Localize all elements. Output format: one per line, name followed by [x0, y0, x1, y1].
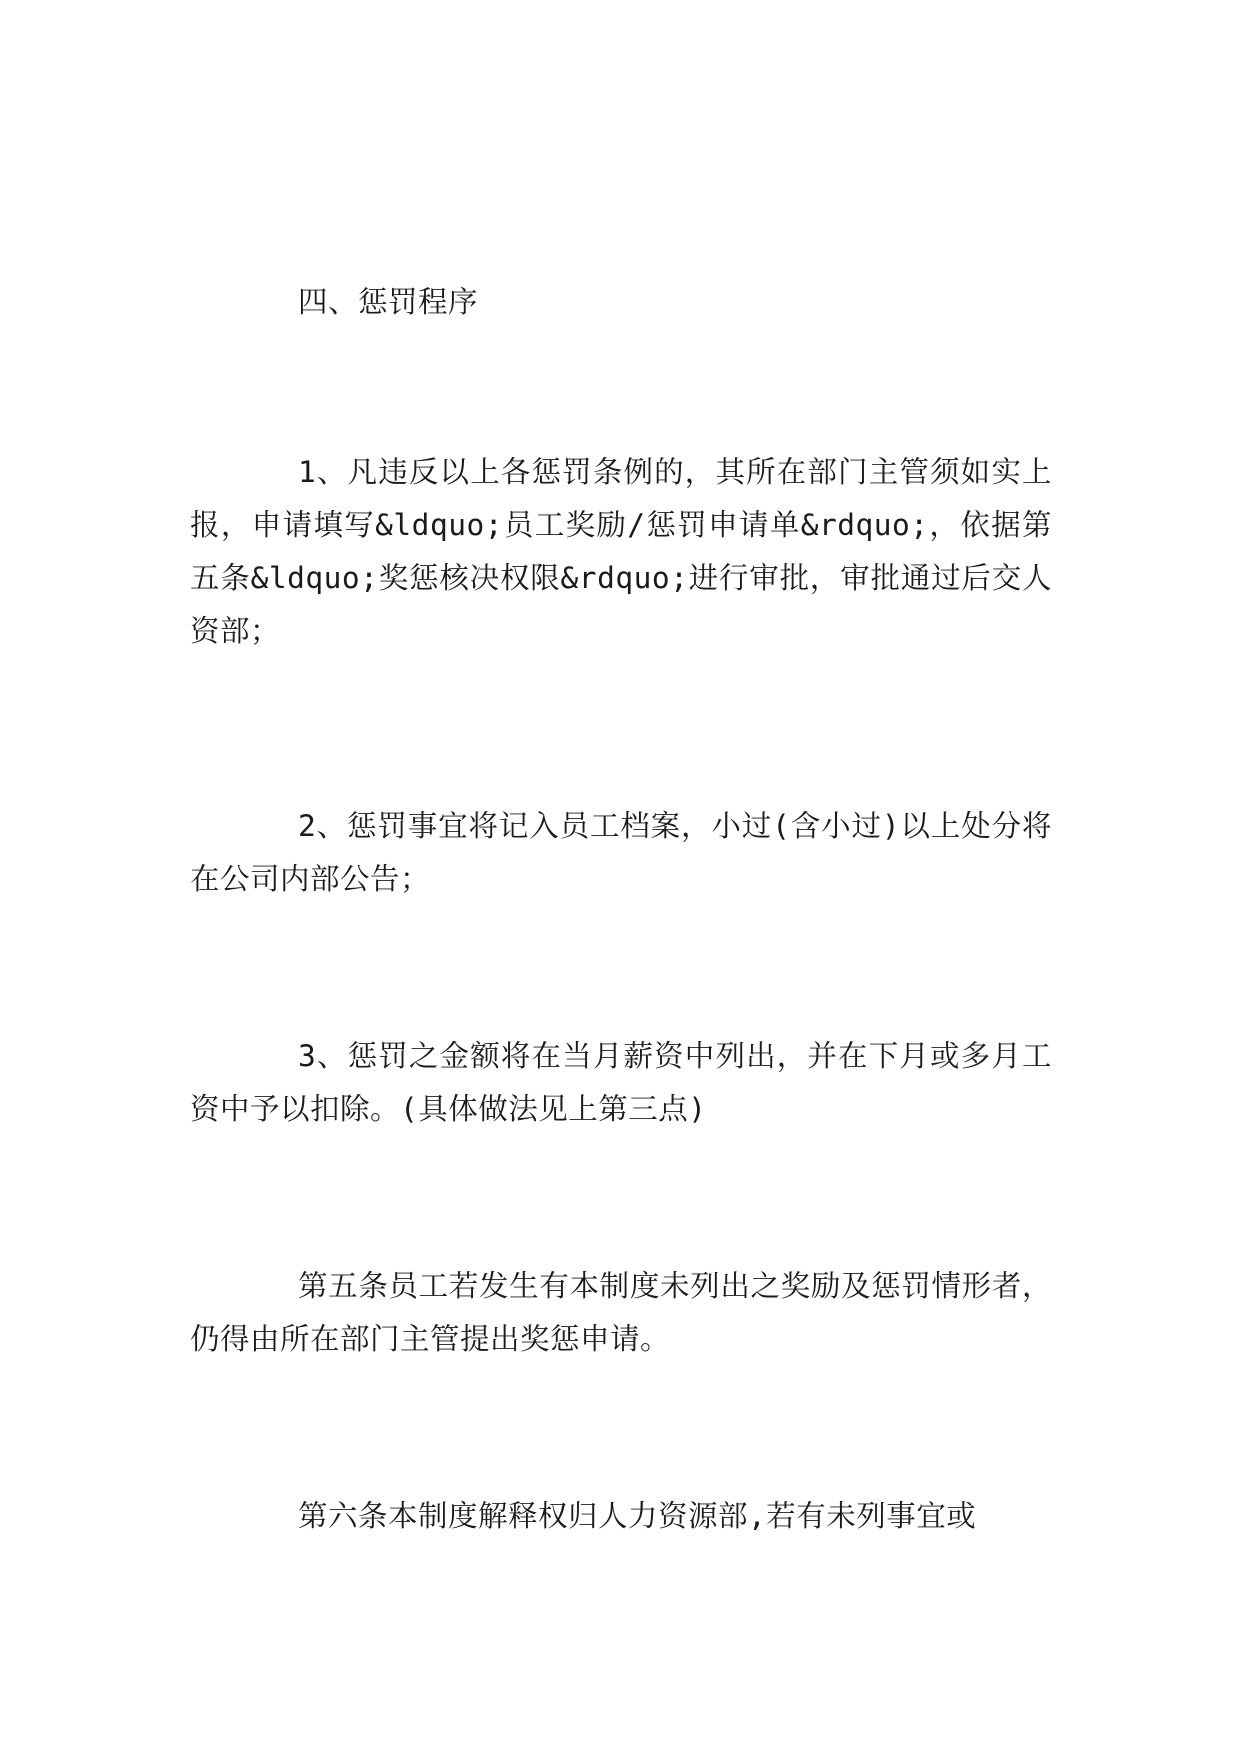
paragraph-1: 1、凡违反以上各惩罚条例的，其所在部门主管须如实上报，申请填写&ldquo;员工奖励/惩罚申请单&rdquo;，依据第五条&ldquo;奖惩核决权限&rdquo;进行审批，审批通过后交人资部；	[190, 455, 1052, 648]
paragraph-3: 3、惩罚之金额将在当月薪资中列出，并在下月或多月工资中予以扣除。(具体做法见上第三点)	[190, 1039, 1052, 1126]
paragraph-2: 2、惩罚事宜将记入员工档案，小过(含小过)以上处分将在公司内部公告；	[190, 809, 1052, 896]
section-heading: 四、惩罚程序	[298, 285, 479, 319]
paragraph-5: 第六条本制度解释权归人力资源部,若有未列事宜或	[298, 1499, 977, 1533]
paragraph-4: 第五条员工若发生有本制度未列出之奖励及惩罚情形者，仍得由所在部门主管提出奖惩申请。	[190, 1269, 1052, 1356]
